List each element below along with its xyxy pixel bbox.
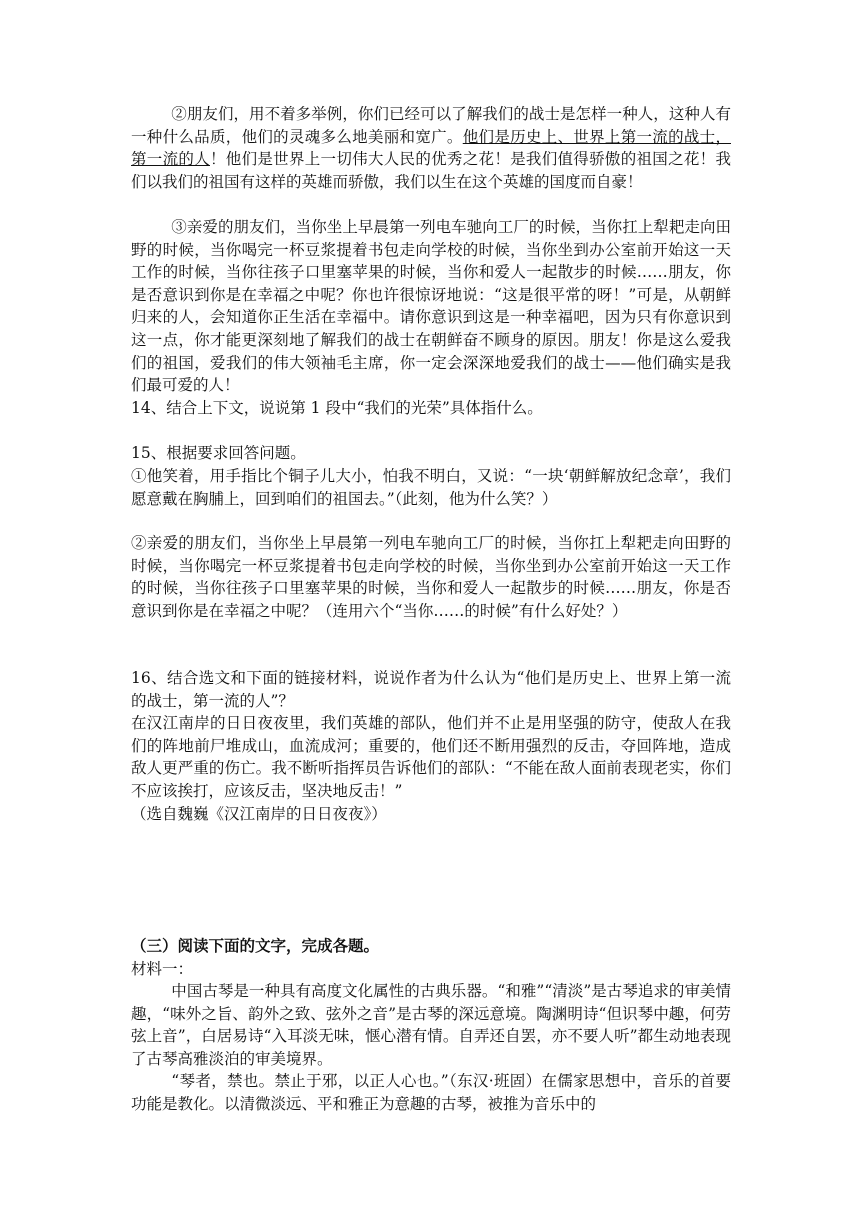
question-15-title: 15、根据要求回答问题。	[131, 444, 306, 462]
section-3-heading: （三）阅读下面的文字，完成各题。	[131, 936, 380, 955]
paragraph-2-underlined-sentence: 他们是历史上、世界上第一流的战士，第一流的人	[131, 127, 731, 169]
paragraph-2-text-a: ②朋友们，用不着多举例，你们已经可以了解我们的战士是怎样一种人，这种人有一种什么品质，他们的灵魂多么地美丽和宽广。	[131, 105, 731, 146]
material-1-paragraph-2: “琴者，禁也。禁止于邪，以正人心也。”（东汉·班固）在儒家思想中，音乐的首要功能是教化。以清微淡远、平和雅正为意趣的古琴，被推为音乐中的	[131, 1072, 731, 1113]
question-16-material: 在汉江南岸的日日夜夜里，我们英雄的部队，他们并不止是用坚强的防守，使敌人在我们的阵地前尸堆成山，血流成河；重要的，他们还不断用强烈的反击，夺回阵地，造成敌人更严重的伤亡。我不断听指挥员告诉他们的部队：“不能在敌人面前表现老实，你们不应该挨打，应该反击，坚决地反击！”	[131, 714, 731, 800]
paragraph-3: ③亲爱的朋友们，当你坐上早晨第一列电车驰向工厂的时候，当你扛上犁耙走向田野的时候，当你喝完一杯豆浆提着书包走向学校的时候，当你坐到办公室前开始这一天工作的时候，当你往孩子口里塞苹果的时候，当你和爱人一起散步的时候……朋友，你是否意识到你是在幸福之中呢？你也许很惊讶地说：“这是很平常的呀！”可是，从朝鲜归来的人，会知道你正生活在幸福中。请你意识到这是一种幸福吧，因为只有你意识到这一点，你才能更深刻地了解我们的战士在朝鲜奋不顾身的原因。朋友！你是这么爱我们的祖国，爱我们的伟大领袖毛主席，你一定会深深地爱我们的战士——他们确实是我们最可爱的人！	[131, 218, 731, 395]
question-14: 14、结合上下文，说说第 1 段中“我们的光荣”具体指什么。	[131, 399, 543, 417]
question-16-title: 16、结合选文和下面的链接材料，说说作者为什么认为“他们是历史上、世界上第一流的战士，第一流的人”？	[131, 669, 731, 710]
material-1-paragraph-1: 中国古琴是一种具有高度文化属性的古典乐器。“和雅”“清淡”是古琴追求的审美情趣，“味外之旨、韵外之致、弦外之音”是古琴的深远意境。陶渊明诗“但识琴中趣，何劳弦上音”，白居易诗“入耳淡无味，惬心潜有情。自弄还自罢，亦不要人听”都生动地表现了古琴高雅淡泊的审美境界。	[131, 982, 731, 1068]
paragraph-2	[131, 103, 731, 193]
material-1-label: 材料一：	[131, 960, 194, 978]
question-15-item-1: ①他笑着，用手指比个铜子儿大小，怕我不明白，又说：“一块‘朝鲜解放纪念章’，我们愿意戴在胸脯上，回到咱们的祖国去。”（此刻，他为什么笑？）	[131, 467, 731, 508]
paragraph-2-text-b: ！他们是世界上一切伟大人民的优秀之花！是我们值得骄傲的祖国之花！我们以我们的祖国有这样的英雄而骄傲，我们以生在这个英雄的国度而自豪！	[131, 150, 731, 191]
question-16-source: （选自魏巍《汉江南岸的日日夜夜》）	[131, 805, 387, 823]
question-15-item-2: ②亲爱的朋友们，当你坐上早晨第一列电车驰向工厂的时候，当你扛上犁耙走向田野的时候，当你喝完一杯豆浆提着书包走向学校的时候，当你坐到办公室前开始这一天工作的时候，当你往孩子口里塞苹果的时候，当你和爱人一起散步的时候……朋友，你是否意识到你是在幸福之中呢？（连用六个“当你……的时候”有什么好处？）	[131, 534, 731, 620]
